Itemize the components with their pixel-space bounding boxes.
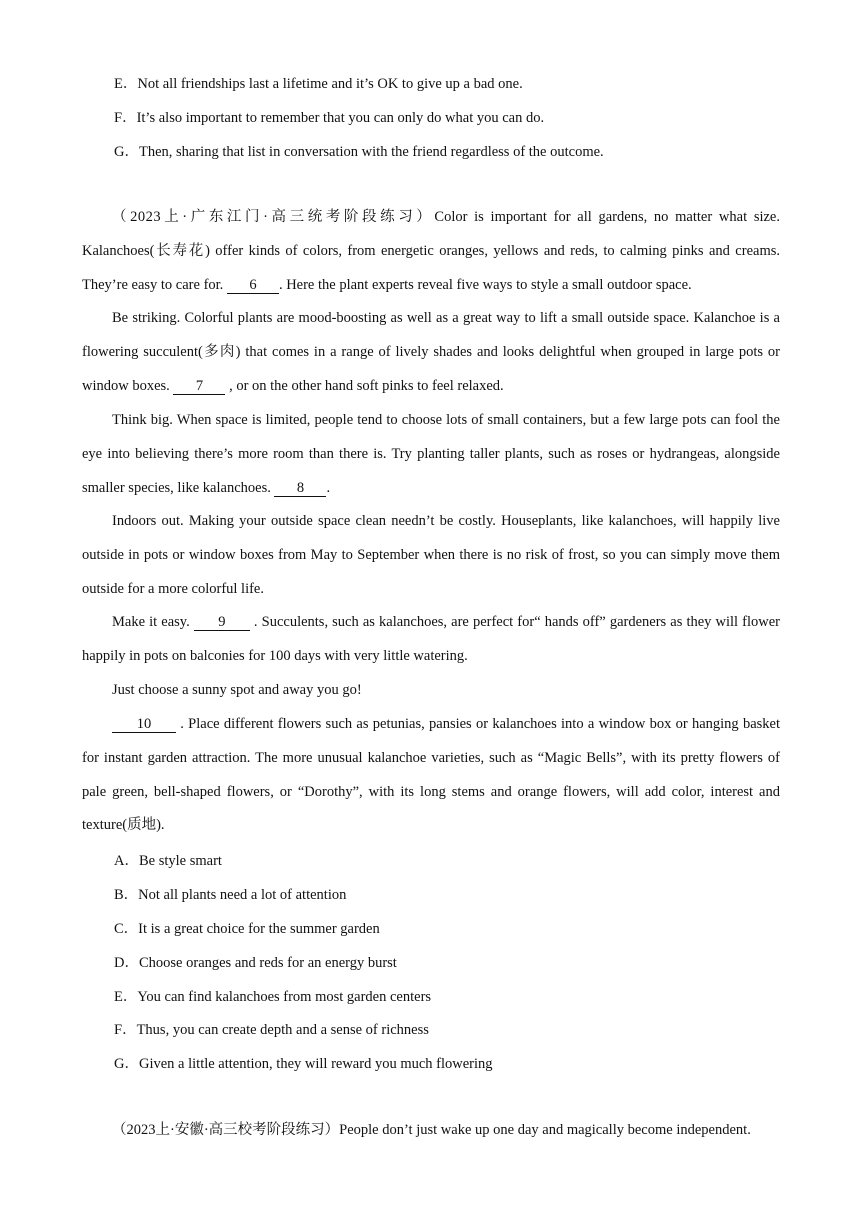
paragraph-text: People don’t just wake up one day and magically become independent. bbox=[339, 1122, 751, 1138]
paragraph-text: Be striking. Colorful plants are mood-boosting as well as a great way to lift a small outside space. Kalanchoe is a flowering succulent(多肉) that comes in a range of lively shades and looks delightful when grouped in large pots or window boxes. bbox=[82, 310, 780, 394]
passage-paragraph-2 bbox=[82, 302, 780, 403]
passage-paragraph-4: Indoors out. Making your outside space clean needn’t be costly. Houseplants, like kalanchoes, will happily live outside in pots or window boxes from May to September when there is no risk of frost, so you can simply move them outside for a more colorful life. bbox=[82, 513, 780, 597]
option-text: It’s also important to remember that you can only do what you can do. bbox=[136, 110, 545, 126]
blank-8[interactable]: 8 bbox=[274, 480, 326, 497]
prev-option-g bbox=[114, 142, 604, 162]
blank-9[interactable]: 9 bbox=[194, 614, 250, 631]
option-e bbox=[114, 987, 431, 1007]
paragraph-text: . Succulents, such as kalanchoes, are perfect for“ hands off” gardeners as they will flower happily in pots on balconies for 100 days with very little watering. bbox=[82, 614, 780, 664]
option-letter: A． bbox=[114, 853, 139, 869]
passage-paragraph-7 bbox=[82, 708, 780, 843]
option-text: Given a little attention, they will reward you much flowering bbox=[138, 1056, 493, 1072]
passage-paragraph-3 bbox=[82, 404, 780, 505]
blank-10[interactable]: 10 bbox=[112, 716, 176, 733]
option-text: Choose oranges and reds for an energy burst bbox=[138, 955, 397, 971]
option-letter: C． bbox=[114, 921, 139, 937]
option-text: Thus, you can create depth and a sense of richness bbox=[136, 1022, 429, 1038]
option-f bbox=[114, 1020, 429, 1040]
option-b bbox=[114, 885, 346, 905]
passage-paragraph-1 bbox=[82, 201, 780, 302]
option-letter: B． bbox=[114, 887, 139, 903]
option-letter: F． bbox=[114, 1022, 137, 1038]
blank-6[interactable]: 6 bbox=[227, 277, 279, 294]
option-text: It is a great choice for the summer garden bbox=[138, 921, 380, 937]
option-letter: D． bbox=[114, 955, 139, 971]
passage-paragraph-5 bbox=[82, 606, 780, 674]
option-c bbox=[114, 919, 380, 939]
option-d bbox=[114, 953, 397, 973]
paragraph-text: Think big. When space is limited, people tend to choose lots of small containers, but a few large pots can fool the eye into believing there’s more room than there is. Try planting taller plants, such as roses or hydrangeas, alongside smaller species, like kalanchoes. bbox=[82, 412, 780, 496]
option-text: Not all friendships last a lifetime and it’s OK to give up a bad one. bbox=[137, 76, 523, 92]
paragraph-text: Make it easy. bbox=[112, 614, 194, 630]
option-text: Not all plants need a lot of attention bbox=[138, 887, 347, 903]
option-letter: E． bbox=[114, 989, 138, 1005]
prev-option-e bbox=[114, 74, 523, 94]
paragraph-text: Color is important for all gardens, no matter what size. Kalanchoes(长寿花) offer kinds of colors, from energetic oranges, yellows and reds, to calming pinks and creams. They’re easy to care for. bbox=[82, 209, 780, 293]
paragraph-text: . bbox=[326, 479, 331, 496]
next-passage-start bbox=[82, 1114, 780, 1148]
option-letter: G． bbox=[114, 144, 139, 160]
option-letter: F． bbox=[114, 110, 137, 126]
paragraph-text: . Place different flowers such as petunias, pansies or kalanchoes into a window box or hanging basket for instant garden attraction. The more unusual kalanchoe varieties, such as “Magic Bells”, with its pretty flowers of pale green, bell-shaped flowers, or “Dorothy”, with its long stems and orange flowers, will add color, interest and texture(质地). bbox=[82, 716, 780, 834]
prev-option-f bbox=[114, 108, 544, 128]
option-text: Then, sharing that list in conversation with the friend regardless of the outcome. bbox=[138, 144, 604, 160]
blank-7[interactable]: 7 bbox=[173, 378, 225, 395]
option-text: Be style smart bbox=[138, 853, 222, 869]
paragraph-text: , or on the other hand soft pinks to feel relaxed. bbox=[225, 377, 504, 394]
option-letter: E． bbox=[114, 76, 138, 92]
option-letter: G． bbox=[114, 1056, 139, 1072]
passage-source: （2023上·广东江门·高三统考阶段练习） bbox=[112, 209, 435, 225]
option-text: You can find kalanchoes from most garden centers bbox=[137, 989, 432, 1005]
next-passage-source: （2023上·安徽·高三校考阶段练习） bbox=[112, 1122, 340, 1138]
option-g bbox=[114, 1054, 493, 1074]
passage-paragraph-6: Just choose a sunny spot and away you go! bbox=[112, 682, 362, 698]
paragraph-text: . Here the plant experts reveal five ways to style a small outdoor space. bbox=[278, 276, 692, 293]
option-a bbox=[114, 851, 222, 871]
